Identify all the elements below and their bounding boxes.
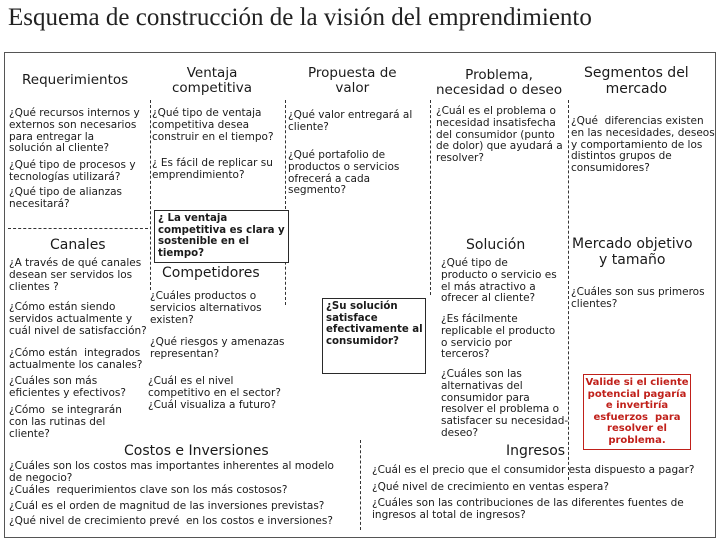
- ventaja-header: Ventaja competitiva: [172, 65, 253, 97]
- ingresos-header: Ingresos: [506, 443, 566, 459]
- canales-q1: ¿A través de qué canales desean ser servidos los clientes ?: [9, 257, 142, 293]
- canales-q3: ¿Cómo están integrados actualmente los canales?: [9, 347, 143, 371]
- segmentos-header: Segmentos del mercado: [584, 65, 689, 97]
- divider-propuesta-problema: [430, 100, 431, 295]
- requerimientos-q2: ¿Qué tipo de procesos y tecnologías utilizará?: [9, 159, 136, 183]
- ventaja-q2: ¿ Es fácil de replicar su emprendimiento?: [152, 157, 273, 181]
- canales-q5: ¿Cómo se integrarán con las rutinas del cliente?: [9, 404, 122, 440]
- divider-lower: [8, 228, 148, 229]
- canales-q2: ¿Cómo están siendo servidos actualmente y cuál nivel de satisfacción?: [9, 301, 147, 337]
- costos-q4: ¿Qué nivel de crecimiento prevé en los costos e inversiones?: [9, 515, 333, 527]
- ingresos-q2: ¿Qué nivel de crecimiento en ventas espera?: [372, 481, 609, 493]
- propuesta-q1: ¿Qué valor entregará al cliente?: [288, 109, 413, 133]
- requerimientos-q1: ¿Qué recursos internos y externos son necesarios para entregar la solución al cliente?: [9, 107, 140, 155]
- propuesta-header: Propuesta de valor: [308, 65, 397, 97]
- solucion-q3: ¿Cuáles son las alternativas del consumidor para resolver el problema o satisfacer su necesidad- deseo?: [441, 368, 569, 439]
- problema-q1: ¿Cuál es el problema o necesidad insatisfecha del consumidor (punto de dolor) que ayudará a resolver?: [436, 105, 563, 164]
- ingresos-q1: ¿Cuál es el precio que el consumidor esta dispuesto a pagar?: [372, 464, 695, 476]
- competidores-header: Competidores: [162, 265, 260, 281]
- competidores-q2: ¿Qué riesgos y amenazas representan?: [150, 336, 285, 360]
- propuesta-q2: ¿Qué portafolio de productos o servicios ofrecerá a cada segmento?: [288, 149, 400, 197]
- costos-header: Costos e Inversiones: [124, 443, 269, 459]
- divider-center: [360, 440, 361, 530]
- costos-q1: ¿Cuáles son los costos mas importantes inherentes al modelo de negocio?: [9, 460, 334, 484]
- solucion-q1: ¿Qué tipo de producto o servicio es el más atractivo a ofrecer al cliente?: [441, 257, 557, 305]
- ventaja-q1: ¿Qué tipo de ventaja competitiva desea construir en el tiempo?: [152, 107, 274, 143]
- problema-header: Problema, necesidad o deseo: [436, 67, 563, 99]
- ingresos-q3: ¿Cuáles son las contribuciones de las diferentes fuentes de ingresos al total de ingresos?: [372, 497, 684, 521]
- page-title: Esquema de construcción de la visión del emprendimiento: [8, 4, 592, 31]
- mercado-header: Mercado objetivo y tamaño: [572, 236, 693, 268]
- solucion-header: Solución: [466, 237, 526, 253]
- canales-header: Canales: [50, 237, 106, 253]
- competidores-q4: ¿Cuál visualiza a futuro?: [148, 399, 277, 411]
- ventaja-question-box: ¿ La ventaja competitiva es clara y sostenible en el tiempo?: [154, 210, 289, 263]
- competidores-q3: ¿Cuál es el nivel competitivo en el sector?: [148, 375, 281, 399]
- divider-ventaja-propuesta: [285, 100, 286, 305]
- costos-q2: ¿Cuáles requerimientos clave son los más costosos?: [9, 484, 288, 496]
- competidores-q1: ¿Cuáles productos o servicios alternativos existen?: [150, 290, 262, 326]
- canales-q4: ¿Cuáles son más eficientes y efectivos?: [9, 375, 126, 399]
- valide-note: [583, 374, 691, 450]
- solucion-q2: ¿Es fácilmente replicable el producto o servicio por terceros?: [441, 313, 556, 361]
- requerimientos-header: Requerimientos: [22, 72, 129, 88]
- propuesta-question-box: ¿Su solución satisface efectivamente al consumidor?: [322, 298, 426, 374]
- valide-text: Valide si el cliente potencial pagaría e invertiría esfuerzos para resolver el problema.: [585, 377, 689, 446]
- segmentos-q1: ¿Qué diferencias existen en las necesidades, deseos y comportamiento de los distintos grupos de consumidores?: [571, 115, 715, 174]
- divider-requerimientos-ventaja: [150, 100, 151, 290]
- mercado-q1: ¿Cuáles son sus primeros clientes?: [571, 286, 705, 310]
- costos-q3: ¿Cuál es el orden de magnitud de las inversiones previstas?: [9, 500, 325, 512]
- requerimientos-q3: ¿Qué tipo de alianzas necesitará?: [9, 186, 122, 210]
